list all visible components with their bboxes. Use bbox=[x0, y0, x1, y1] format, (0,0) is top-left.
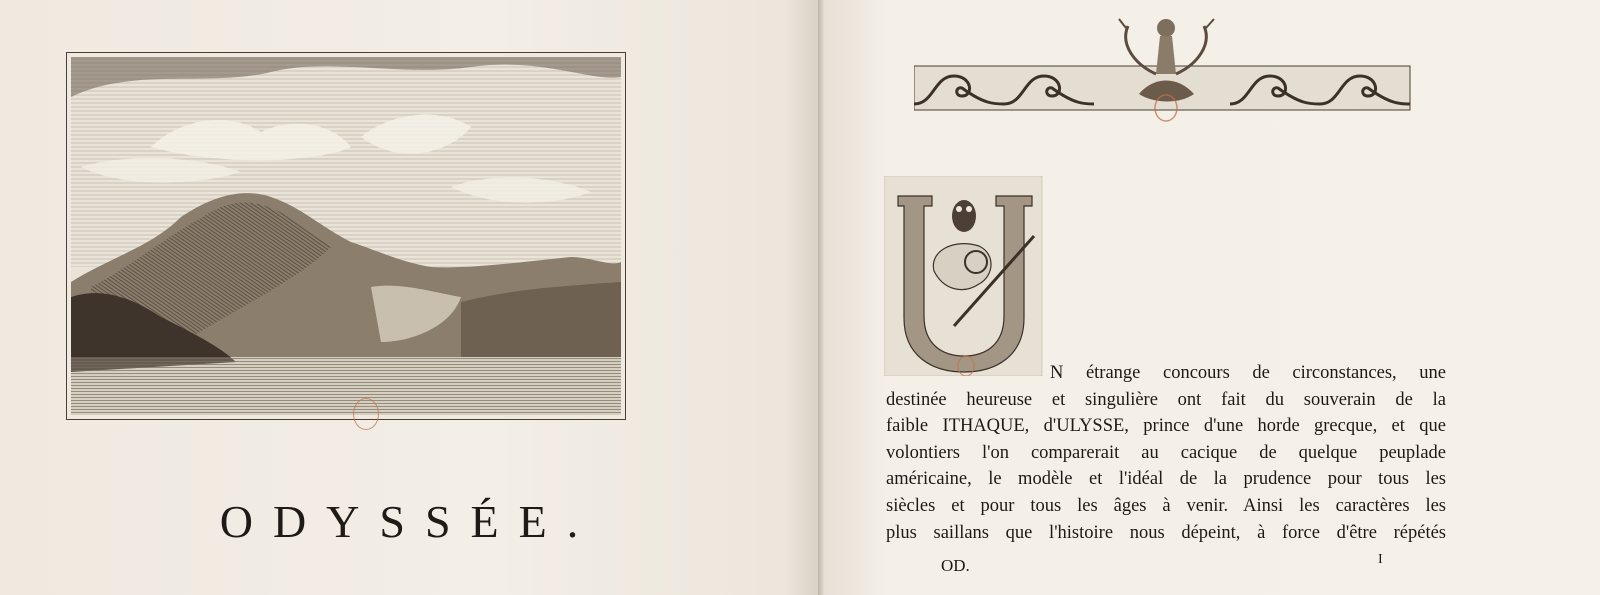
text-line: volontiers l'on comparerait au cacique de quelque peuplade bbox=[886, 442, 1446, 463]
owl-icon bbox=[952, 200, 976, 232]
text-line: faible ITHAQUE, d'ULYSSE, prince d'une horde grecque, et que bbox=[886, 416, 1446, 437]
page-title: ODYSSÉE. bbox=[219, 496, 599, 547]
page-number: I bbox=[1378, 552, 1383, 567]
text-line: américaine, le modèle et l'idéal de la prudence pour tous les bbox=[886, 469, 1446, 490]
text-line: N étrange concours de circonstances, une bbox=[1050, 363, 1446, 383]
text-line: destinée heureuse et singulière ont fait du souverain de la bbox=[886, 389, 1446, 410]
text-line: plus saillans que l'histoire nous dépeint, à force d'être répétés bbox=[886, 522, 1446, 543]
body-text bbox=[886, 360, 1446, 546]
ornamental-initial bbox=[884, 176, 1044, 376]
text-line: siècles et pour tous les âges à venir. Ainsi les caractères les bbox=[886, 495, 1446, 516]
decorative-frieze bbox=[914, 4, 1418, 122]
right-page bbox=[824, 0, 1600, 595]
landscape-engraving bbox=[66, 52, 626, 420]
engraving-illustration bbox=[71, 57, 621, 415]
signature-mark: OD. bbox=[941, 556, 970, 575]
library-stamp bbox=[353, 398, 379, 430]
